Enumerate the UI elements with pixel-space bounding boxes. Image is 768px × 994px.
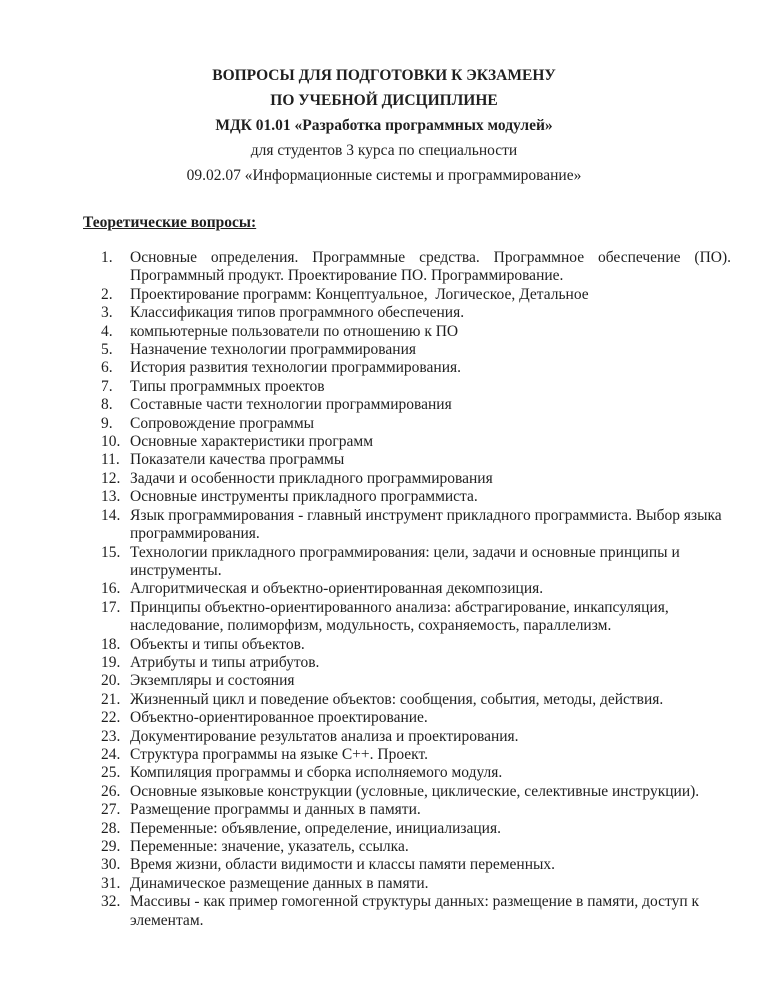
question-number: 11. bbox=[101, 451, 120, 469]
question-number: 21. bbox=[101, 690, 121, 708]
specialty-line: 09.02.07 «Информационные системы и программирование» bbox=[186, 167, 582, 184]
question-item bbox=[101, 654, 731, 672]
document-header bbox=[0, 63, 768, 188]
question-number: 27. bbox=[101, 801, 121, 819]
question-item bbox=[101, 433, 731, 451]
question-text: Время жизни, области видимости и классы памяти переменных. bbox=[130, 856, 556, 874]
question-item bbox=[101, 746, 731, 764]
question-item bbox=[101, 378, 731, 396]
question-number: 32. bbox=[101, 893, 121, 911]
section-heading: Теоретические вопросы: bbox=[83, 214, 257, 231]
title-line-1: ВОПРОСЫ ДЛЯ ПОДГОТОВКИ К ЭКЗАМЕНУ bbox=[212, 67, 556, 84]
question-item bbox=[101, 470, 731, 488]
question-text: Алгоритмическая и объектно-ориентированная декомпозиция. bbox=[130, 580, 544, 598]
question-text: Переменные: объявление, определение, инициализация. bbox=[130, 819, 501, 837]
question-number: 16. bbox=[101, 580, 121, 598]
question-text: Основные инструменты прикладного программиста. bbox=[130, 488, 478, 506]
question-number: 23. bbox=[101, 727, 121, 745]
question-number: 20. bbox=[101, 672, 121, 690]
question-number: 8. bbox=[101, 396, 113, 414]
question-text: Назначение технологии программирования bbox=[130, 341, 417, 359]
question-item bbox=[101, 249, 735, 286]
question-text: Структура программы на языке С++. Проект. bbox=[130, 745, 428, 763]
question-text: Объектно-ориентированное проектирование. bbox=[130, 709, 428, 727]
question-number: 13. bbox=[101, 488, 121, 506]
question-number: 7. bbox=[101, 377, 113, 395]
question-number: 1. bbox=[101, 249, 113, 266]
question-item bbox=[101, 451, 731, 469]
question-item bbox=[101, 507, 731, 544]
question-item bbox=[101, 636, 731, 654]
question-item bbox=[101, 838, 731, 856]
question-number: 18. bbox=[101, 635, 121, 653]
question-item bbox=[101, 764, 731, 782]
question-text: компьютерные пользователи по отношению к ПО bbox=[130, 322, 459, 340]
question-number: 15. bbox=[101, 543, 121, 561]
question-text: Показатели качества программы bbox=[130, 451, 345, 469]
question-text: Основные языковые конструкции (условные, циклические, селективные инструкции). bbox=[130, 782, 700, 800]
question-item bbox=[101, 783, 731, 801]
question-text: Сопровождение программы bbox=[130, 414, 315, 432]
question-number: 4. bbox=[101, 322, 113, 340]
question-number: 3. bbox=[101, 304, 113, 322]
question-text: Жизненный цикл и поведение объектов: сообщения, события, методы, действия. bbox=[130, 690, 664, 708]
question-text: Задачи и особенности прикладного программирования bbox=[130, 469, 493, 487]
question-number: 19. bbox=[101, 653, 121, 671]
question-number: 29. bbox=[101, 838, 121, 855]
question-item bbox=[101, 709, 731, 727]
question-number: 12. bbox=[101, 469, 121, 487]
question-text: Переменные: значение, указатель, ссылка. bbox=[130, 838, 409, 855]
question-number: 2. bbox=[101, 285, 113, 303]
question-item bbox=[101, 728, 731, 746]
question-text: Проектирование программ: Концептуальное, Логическое, Детальное bbox=[130, 285, 589, 303]
question-text: Составные части технологии программирования bbox=[130, 396, 452, 414]
question-text: Классификация типов программного обеспечения. bbox=[130, 304, 465, 322]
question-item bbox=[101, 672, 731, 690]
question-text: Объекты и типы объектов. bbox=[130, 635, 305, 653]
question-item bbox=[101, 801, 731, 819]
question-number: 31. bbox=[101, 874, 121, 892]
question-item bbox=[101, 286, 731, 304]
question-item bbox=[101, 875, 731, 893]
question-number: 14. bbox=[101, 506, 121, 524]
course-line: МДК 01.01 «Разработка программных модулей» bbox=[215, 117, 553, 134]
question-text: Экземпляры и состояния bbox=[130, 672, 295, 690]
question-text: Компиляция программы и сборка исполняемого модуля. bbox=[130, 764, 503, 782]
question-number: 28. bbox=[101, 819, 121, 837]
question-item bbox=[101, 856, 731, 874]
question-item bbox=[101, 544, 731, 581]
question-item bbox=[101, 820, 731, 838]
question-text: Типы программных проектов bbox=[130, 377, 325, 395]
question-item bbox=[101, 488, 731, 506]
question-text: Массивы - как пример гомогенной структуры данных: размещение в памяти, доступ к элементам. bbox=[130, 893, 703, 929]
question-item bbox=[101, 415, 731, 433]
question-text: Динамическое размещение данных в памяти. bbox=[130, 874, 429, 892]
question-number: 25. bbox=[101, 764, 121, 782]
question-text: История развития технологии программирования. bbox=[130, 359, 462, 377]
question-number: 26. bbox=[101, 782, 121, 800]
question-item bbox=[101, 341, 731, 359]
question-item bbox=[101, 599, 731, 636]
question-list bbox=[101, 249, 735, 930]
title-line-2: ПО УЧЕБНОЙ ДИСЦИПЛИНЕ bbox=[270, 92, 498, 109]
question-item bbox=[101, 323, 731, 341]
question-item bbox=[101, 580, 731, 598]
question-item bbox=[101, 359, 731, 377]
question-number: 10. bbox=[101, 433, 121, 451]
question-item bbox=[101, 691, 731, 709]
question-number: 30. bbox=[101, 856, 121, 874]
question-number: 24. bbox=[101, 745, 121, 763]
question-text: Принципы объектно-ориентированного анализа: абстрагирование, инкапсуляция, наследование, полиморфизм, модульность, сохраняемость, параллелизм. bbox=[130, 598, 673, 635]
question-text: Документирование результатов анализа и проектирования. bbox=[130, 727, 519, 745]
question-text: Атрибуты и типы атрибутов. bbox=[130, 653, 320, 671]
question-text: Технологии прикладного программирования: цели, задачи и основные принципы и инструменты. bbox=[130, 543, 684, 579]
question-number: 22. bbox=[101, 709, 121, 727]
question-number: 9. bbox=[101, 414, 113, 432]
question-text: Размещение программы и данных в памяти. bbox=[130, 801, 421, 819]
audience-line: для студентов 3 курса по специальности bbox=[250, 142, 518, 159]
question-number: 17. bbox=[101, 598, 121, 616]
question-text: Основные характеристики программ bbox=[130, 433, 374, 451]
question-text: Язык программирования - главный инструмент прикладного программиста. Выбор языка программирования. bbox=[130, 506, 726, 543]
question-item bbox=[101, 396, 731, 414]
question-number: 6. bbox=[101, 359, 113, 377]
question-item bbox=[101, 304, 731, 322]
question-number: 5. bbox=[101, 341, 113, 359]
question-item bbox=[101, 893, 731, 930]
question-text: Основные определения. Программные средства. Программное обеспечение (ПО). Программный продукт. Проектирование ПО. Программирование. bbox=[130, 249, 735, 285]
